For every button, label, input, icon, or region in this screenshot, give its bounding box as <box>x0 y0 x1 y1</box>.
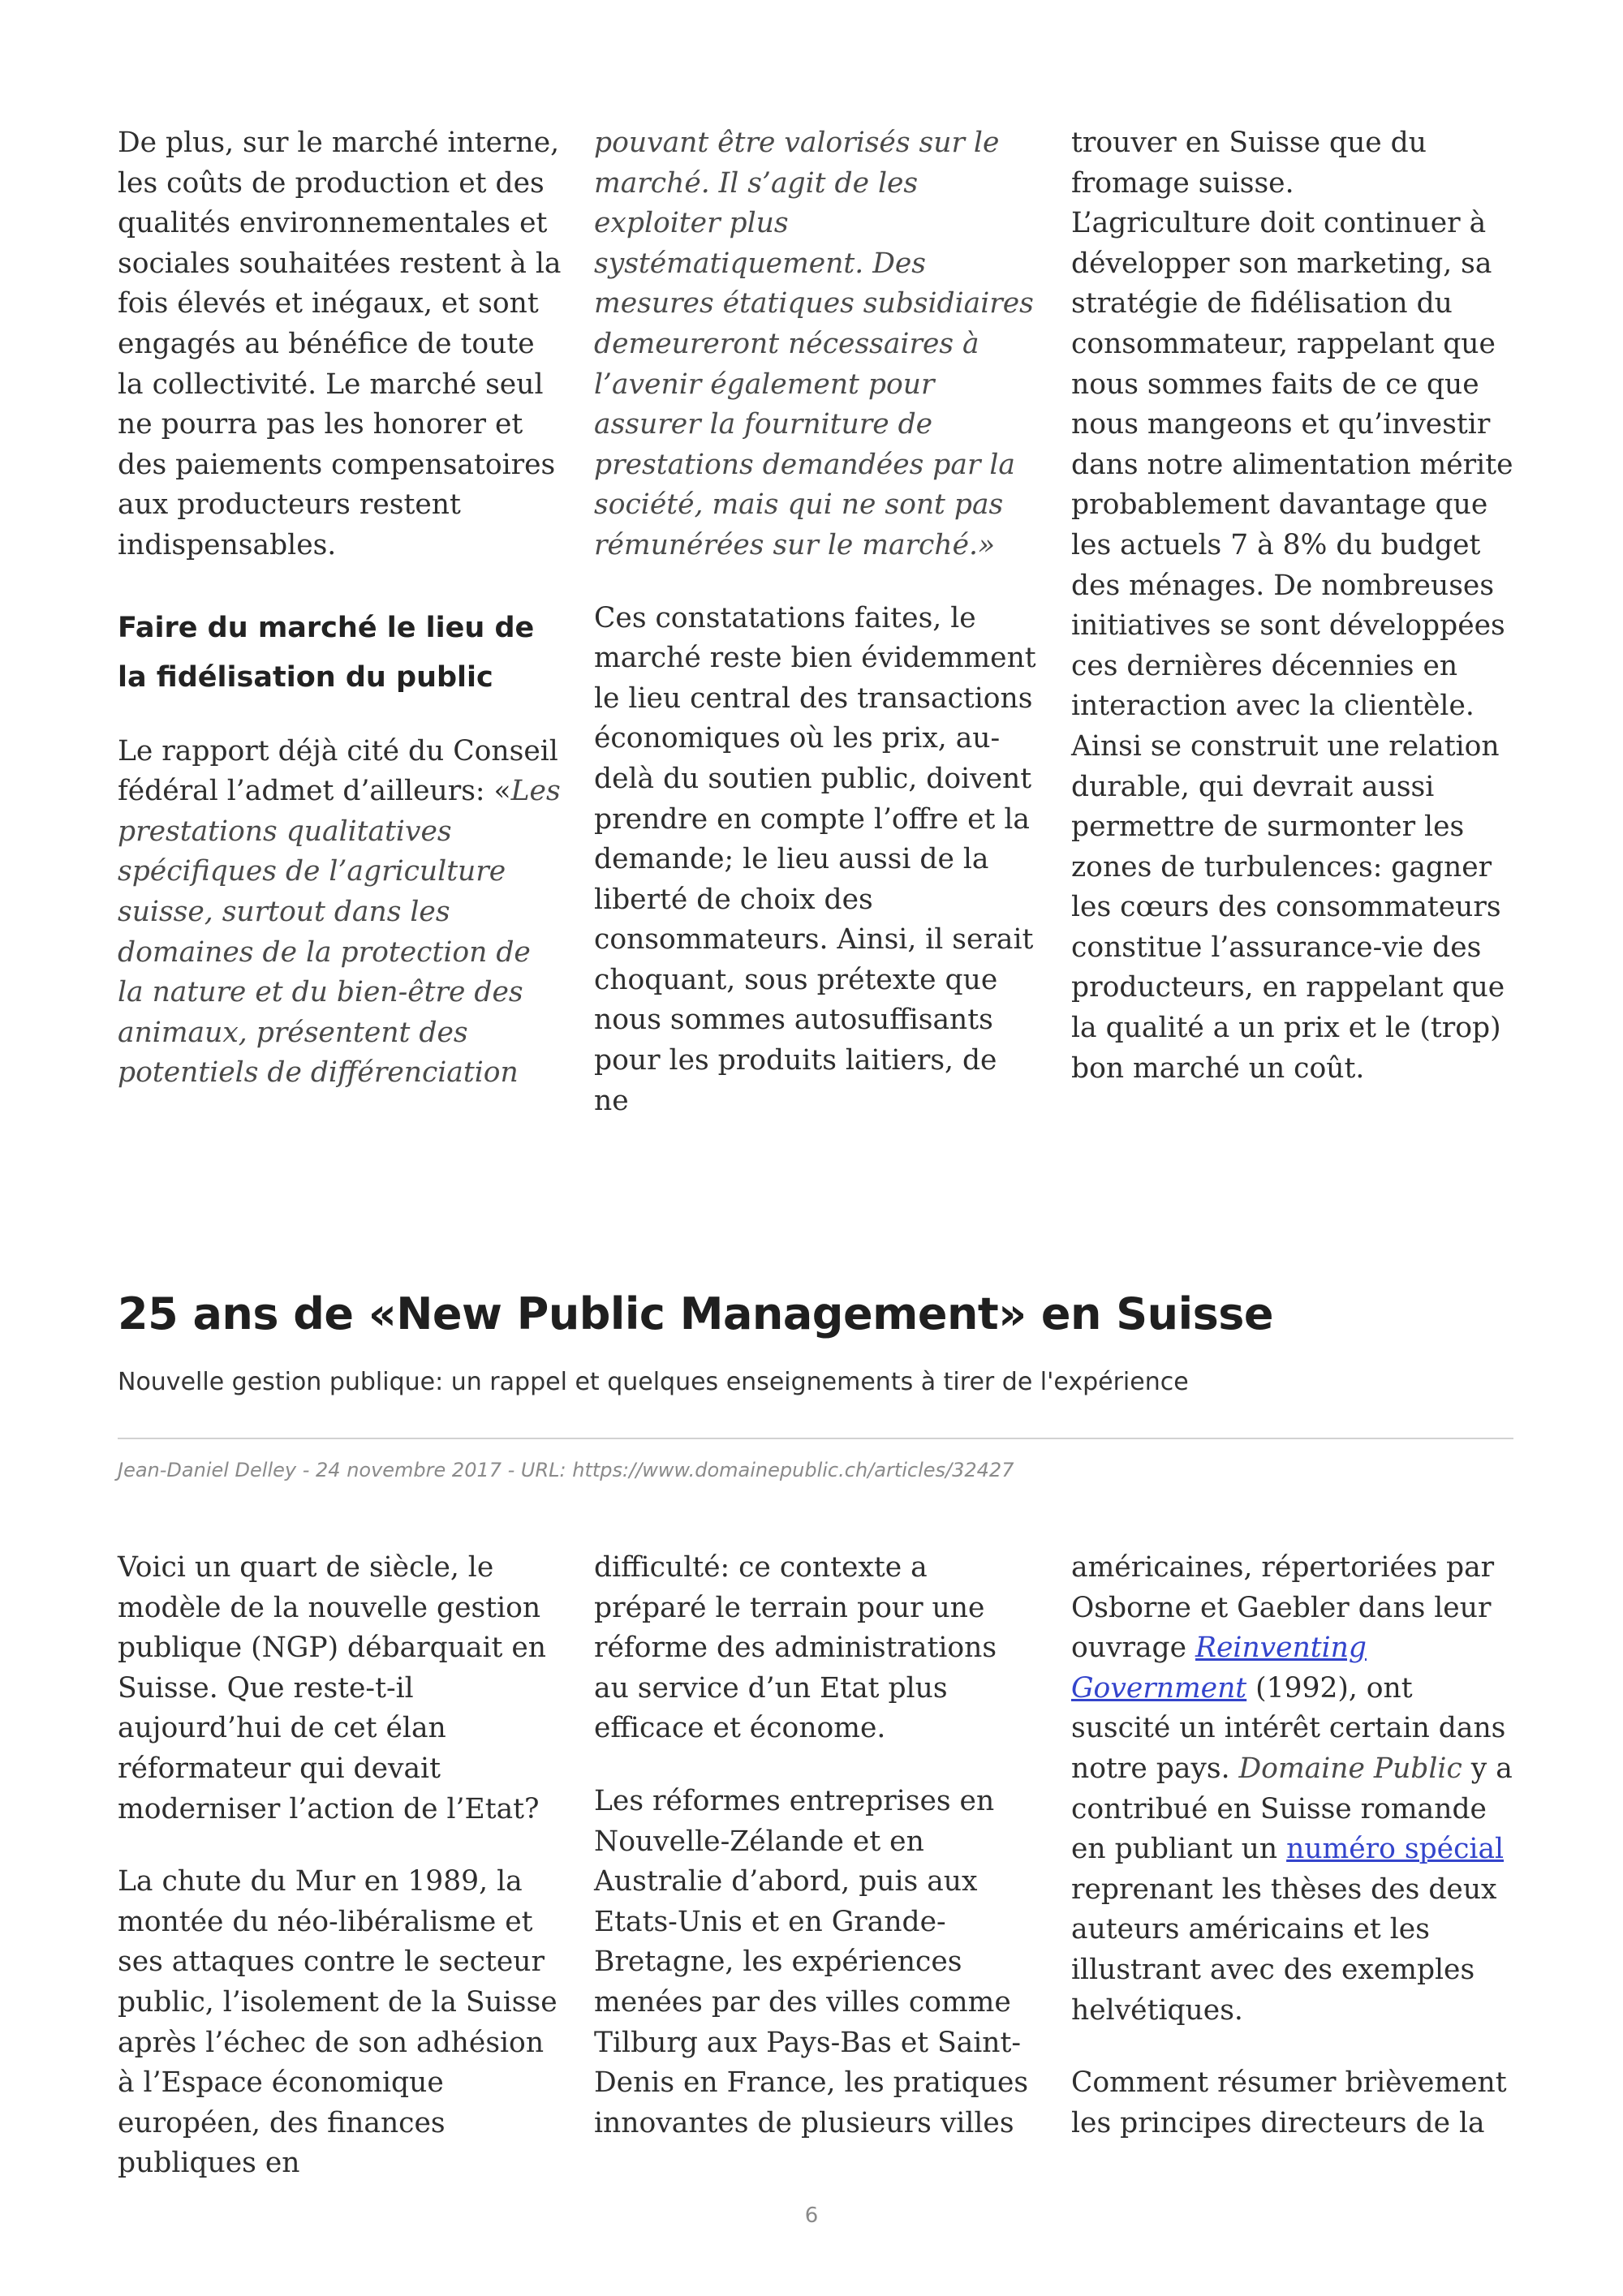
article2-paragraph: Voici un quart de siècle, le modèle de la nouvelle gestion publique (NGP) débarquait en Suisse. Que reste-t-il aujourd’hui de cet élan réformateur qui devait moderniser l’action de l’Etat? <box>118 1551 547 1825</box>
article1-column-3 <box>1071 123 1516 1089</box>
article1-column-1 <box>118 123 562 1094</box>
article1-subheading: Faire du marché le lieu de la fidélisation du public <box>118 611 535 694</box>
article-meta: Jean-Daniel Delley - 24 novembre 2017 - URL: https://www.domainepublic.ch/articles/32427 <box>118 1459 1014 1481</box>
special-issue-link[interactable]: numéro spécial <box>1286 1833 1505 1866</box>
article2-column-3 <box>1071 1548 1516 2143</box>
article2-column-1 <box>118 1548 562 2184</box>
article-subtitle: Nouvelle gestion publique: un rappel et quelques enseignements à tirer de l'expérience <box>118 1368 1189 1396</box>
paragraph-text: y a contribué en Suisse romande en publiant un <box>1071 1752 1513 1866</box>
journal-name: Domaine Public <box>1238 1752 1462 1785</box>
article-title: 25 ans de «New Public Management» en Suisse <box>118 1288 1274 1339</box>
article1-paragraph: trouver en Suisse que du fromage suisse. <box>1071 127 1427 200</box>
page-number: 6 <box>804 2204 819 2228</box>
quote-text: pouvant être valorisés sur le marché. Il s’agit de les exploiter plus systématiquement. Des mesures étatiques subsidiaires demeureront nécessaires à l’avenir également pour assurer la fourniture de prestations demandées par la société, mais qui ne sont pas rémunérées sur le marché.» <box>594 127 1034 561</box>
reinventing-government-link[interactable]: Reinventing Government <box>1071 1632 1367 1705</box>
article2-paragraph <box>1071 1548 1516 2031</box>
paragraph-text: Le rapport déjà cité du Conseil fédéral l’admet d’ailleurs: « <box>118 734 558 808</box>
article2-paragraph: Comment résumer brièvement les principes directeurs de la <box>1071 2066 1507 2139</box>
article1-paragraph: L’agriculture doit continuer à développer son marketing, sa stratégie de fidélisation du consommateur, rappelant que nous sommes faits de ce que nous mangeons et qu’investir dans notre alimentation mérite probablement davantage que les actuels 7 à 8% du budget des ménages. De nombreuses initiatives se sont développées ces dernières décennies en interaction avec la clientèle. Ainsi se construit une relation durable, qui devrait aussi permettre de surmonter les zones de turbulences: gagner les cœurs des consommateurs constitue l’assurance-vie des producteurs, en rappelant que la qualité a un prix et le (trop) bon marché un coût. <box>1071 207 1513 1085</box>
article2-paragraph: Les réformes entreprises en Nouvelle-Zélande et en Australie d’abord, puis aux Etats-Unis et en Grande-Bretagne, les expériences menées par des villes comme Tilburg aux Pays-Bas et Saint-Denis en France, les pratiques innovantes de plusieurs villes <box>594 1784 1029 2139</box>
article1-column-2 <box>594 123 1039 1121</box>
article1-paragraph: Ces constatations faites, le marché reste bien évidemment le lieu central des transactions économiques où les prix, au-delà du soutien public, doivent prendre en compte l’offre et la demande; le lieu aussi de la liberté de choix des consommateurs. Ainsi, il serait choquant, sous prétexte que nous sommes autosuffisants pour les produits laitiers, de ne <box>594 601 1036 1117</box>
paragraph-text: (1992), ont suscité un intérêt certain dans notre pays. <box>1071 1671 1506 1785</box>
quote-text: Les prestations qualitatives spécifiques de l’agriculture suisse, surtout dans les domaines de la protection de la nature et du bien-être des animaux, présentent des potentiels de différenciation <box>118 775 561 1090</box>
article1-paragraph: De plus, sur le marché interne, les coûts de production et des qualités environnementales et sociales souhaitées restent à la fois élevés et inégaux, et sont engagés au bénéfice de toute la collectivité. Le marché seul ne pourra pas les honorer et des paiements compensatoires aux producteurs restent indispensables. <box>118 127 562 561</box>
article2-paragraph: La chute du Mur en 1989, la montée du néo-libéralisme et ses attaques contre le secteur public, l’isolement de la Suisse après l’échec de son adhésion à l’Espace économique européen, des finances publiques en <box>118 1865 558 2180</box>
paragraph-text: américaines, répertoriées par Osborne et Gaebler dans leur ouvrage <box>1071 1551 1495 1665</box>
divider <box>118 1438 1513 1439</box>
paragraph-text: reprenant les thèses des deux auteurs américains et les illustrant avec des exemples helvétiques. <box>1071 1872 1497 2027</box>
article2-paragraph: difficulté: ce contexte a préparé le terrain pour une réforme des administrations au service d’un Etat plus efficace et économe. <box>594 1551 997 1745</box>
article1-paragraph <box>118 732 562 1094</box>
article2-column-2 <box>594 1548 1039 2143</box>
